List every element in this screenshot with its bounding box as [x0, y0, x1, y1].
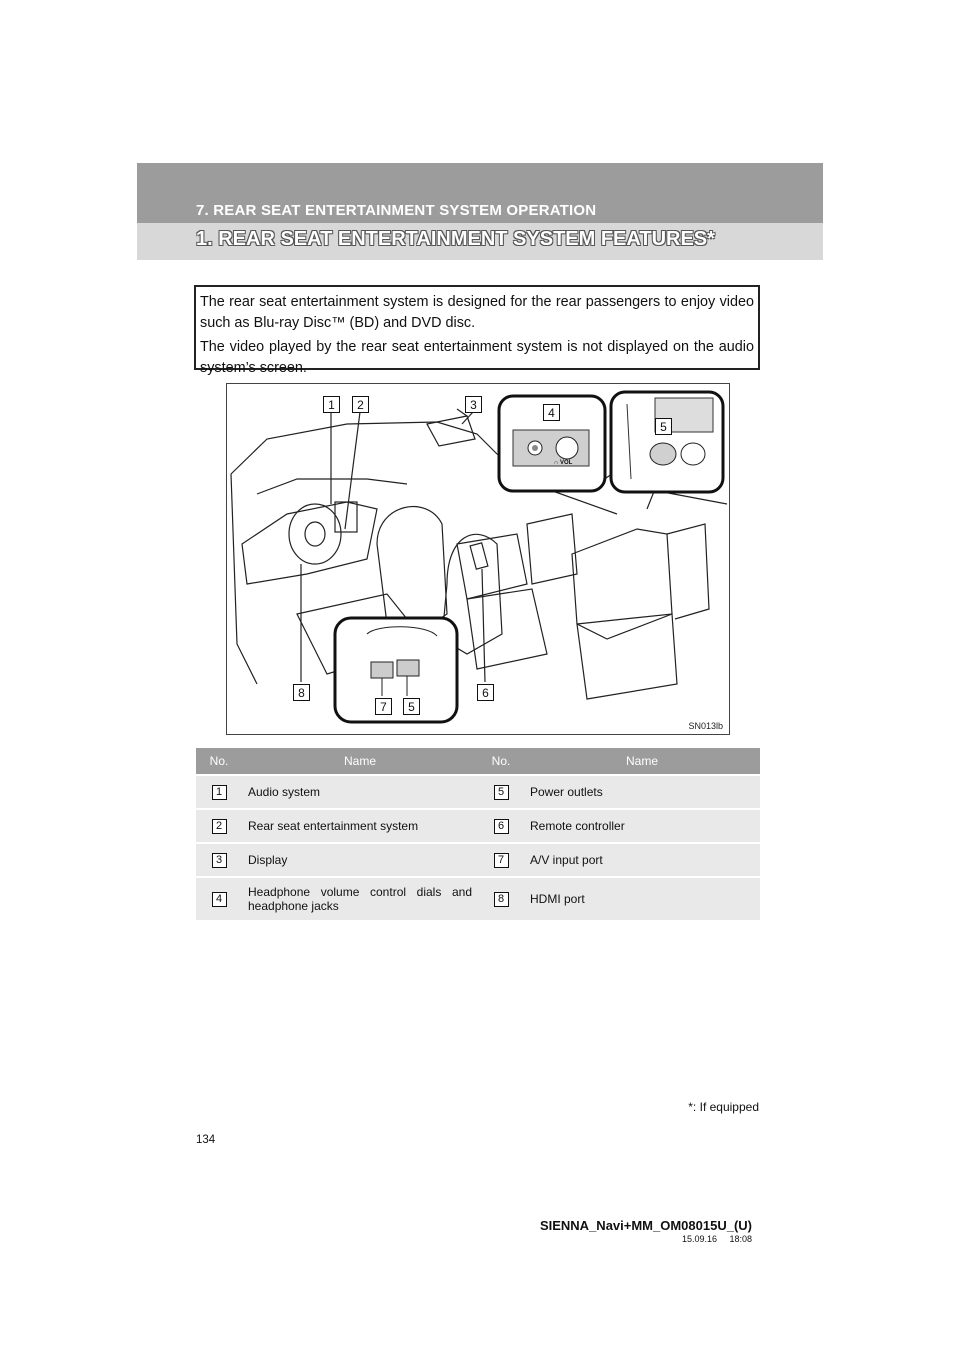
item-number: 4	[212, 892, 227, 907]
header-name-right: Name	[625, 754, 658, 768]
header-name-left: Name	[343, 754, 376, 768]
figure-callout-8: 8	[293, 684, 310, 701]
item-name: Power outlets	[530, 785, 603, 799]
table-row	[196, 776, 760, 810]
item-name: Audio system	[248, 785, 321, 799]
table-row	[196, 810, 760, 844]
footnote: *: If equipped	[688, 1100, 759, 1114]
table-header-row	[196, 748, 760, 776]
console-inset	[335, 618, 457, 722]
figure-callout-5-upper: 5	[655, 418, 672, 435]
vehicle-interior-figure	[226, 383, 730, 735]
figure-code: SN013lb	[688, 721, 723, 731]
item-number: 6	[494, 819, 509, 834]
figure-callout-1: 1	[323, 396, 340, 413]
figure-callout-7: 7	[375, 698, 392, 715]
item-number: 8	[494, 892, 509, 907]
svg-text:∩ VOL: ∩ VOL	[554, 460, 573, 466]
intro-paragraph-1: The rear seat entertainment system is designed for the rear passengers to enjoy video such as Blu-ray Disc™ (BD) and DVD disc.	[200, 294, 754, 331]
item-number: 2	[212, 819, 227, 834]
figure-callout-2: 2	[352, 396, 369, 413]
feature-table	[196, 748, 760, 922]
section-title: 7. REAR SEAT ENTERTAINMENT SYSTEM OPERATION	[196, 202, 597, 219]
item-number: 1	[212, 785, 227, 800]
figure-callout-4: 4	[543, 404, 560, 421]
figure-callout-5-lower: 5	[403, 698, 420, 715]
page-number: 134	[196, 1134, 216, 1146]
chapter-title: 1. REAR SEAT ENTERTAINMENT SYSTEM FEATURES*	[196, 228, 715, 250]
header-no-right: No.	[491, 754, 511, 768]
item-number: 3	[212, 853, 227, 868]
item-name: Remote controller	[530, 819, 625, 833]
header-no-left: No.	[209, 754, 229, 768]
intro-box	[194, 285, 760, 376]
intro-paragraph-2: The video played by the rear seat entertainment system is not displayed on the audio system’s screen.	[200, 339, 754, 376]
item-number: 7	[494, 853, 509, 868]
item-name: Headphone volume control dials and headphone jacks	[248, 885, 472, 913]
item-name: HDMI port	[530, 892, 585, 906]
item-name: Display	[248, 853, 288, 867]
figure-callout-6: 6	[477, 684, 494, 701]
document-id: SIENNA_Navi+MM_OM08015U_(U)	[539, 1218, 752, 1233]
vehicle-interior-illustration	[227, 384, 729, 734]
table-row	[196, 878, 760, 922]
document-timestamp: 15.09.16 18:08	[681, 1234, 752, 1244]
item-name: Rear seat entertainment system	[248, 819, 419, 833]
figure-callout-3: 3	[465, 396, 482, 413]
item-number: 5	[494, 785, 509, 800]
table-row	[196, 844, 760, 878]
power-outlet-inset	[611, 392, 723, 492]
item-name: A/V input port	[530, 853, 603, 867]
